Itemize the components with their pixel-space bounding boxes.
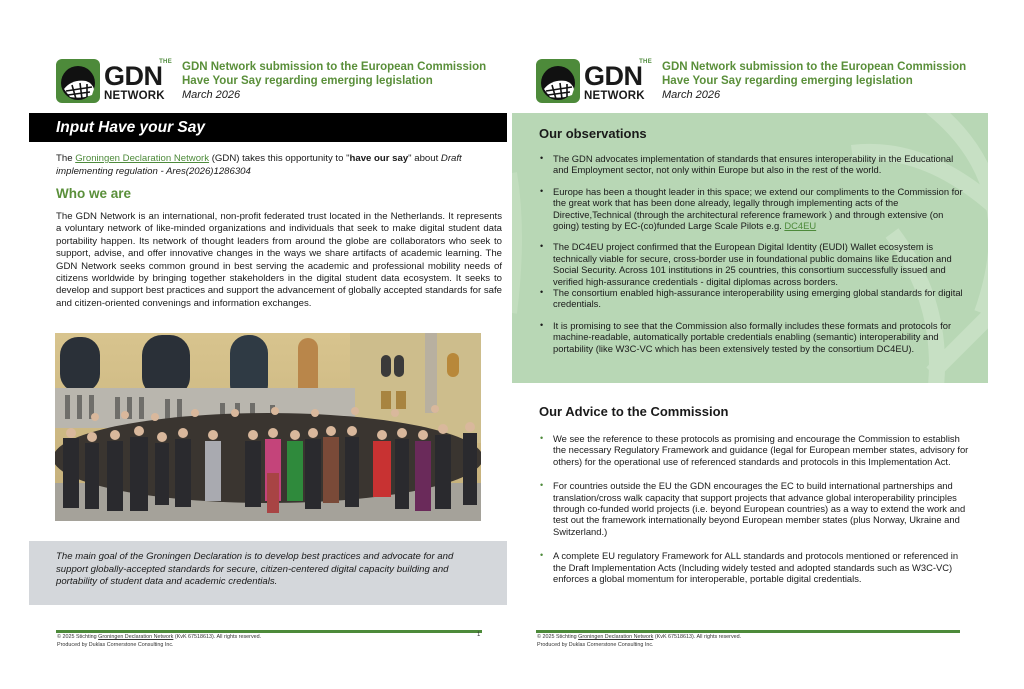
advice-list	[539, 433, 971, 584]
observation-item: • It is promising to see that the Commission also formally includes these formats and protocols for machine-readable, automatically portable credentials enabling (semantic) interoperability and portability (like W3C-VC which has been extensively tested by the consortium DC4EU).	[539, 320, 969, 354]
intro-middle: (GDN) takes this opportunity to "	[209, 153, 350, 164]
goal-callout	[29, 541, 507, 605]
page-header	[536, 57, 966, 105]
group-photo	[55, 333, 481, 521]
footer-gdn-link[interactable]: Groningen Declaration Network	[98, 634, 174, 640]
header-title: GDN Network submission to the European Commission	[662, 61, 967, 73]
gdn-logo	[56, 58, 176, 104]
who-we-are-heading: Who we are	[56, 186, 132, 201]
gdn-link[interactable]: Groningen Declaration Network	[75, 153, 210, 164]
intro-regulation-ref: Draft implementing regulation - Ares(2026)1286304	[56, 153, 462, 177]
advice-item: • For countries outside the EU the GDN encourages the EC to build international partnerships and translation/cross walk capacity that support projects that advance global interoperability principles through co-funded world projects (i.e. beyond European countries) as a way to extend the work and test out the framework internationally beyond European member states (plus Norway, Ukraine and Switzerland.)	[539, 480, 971, 537]
page-footer	[57, 633, 261, 649]
logo-gdn: GDN	[584, 61, 643, 91]
observation-item	[539, 186, 969, 232]
header-subtitle: Have Your Say regarding emerging legislation	[182, 75, 433, 87]
intro-emphasis: have our say	[349, 153, 409, 164]
page-number: 1	[477, 632, 481, 638]
intro-prefix: The	[56, 153, 76, 164]
page-2	[512, 0, 1024, 689]
gdn-logo	[536, 58, 656, 104]
observations-panel	[512, 113, 988, 383]
logo-network: NETWORK	[104, 90, 165, 102]
produced-by: Produced by Duklas Cornerstone Consulting Inc.	[57, 642, 174, 648]
logo-network: NETWORK	[584, 90, 645, 102]
copyright-prefix: © 2025 Stichting	[57, 634, 99, 640]
globe-icon	[56, 59, 100, 103]
header-title: GDN Network submission to the European Commission	[182, 61, 487, 73]
advice-heading: Our Advice to the Commission	[539, 404, 729, 419]
header-subtitle: Have Your Say regarding emerging legislation	[662, 75, 913, 87]
header-date: March 2026	[662, 89, 721, 101]
observations-list	[539, 153, 969, 354]
who-we-are-body: The GDN Network is an international, non-profit federated trust located in the Netherlands. It represents a voluntary network of like-minded organizations and individuals that seek to make digital student data portability happen. Its network of thought leaders from around the globe are collaborators who seek to support, advise, and offer innovative changes in the ways we share artifacts of academic learning. The GDN Network seeks common ground in best serving the academic and professional mobility needs of citizens worldwide by bringing together stakeholders in the digital student data ecosystem. It seeks to develop and support best practices and support the advancement of globally accepted standards for safe and citizen-oriented convenings and information exchanges.	[56, 211, 502, 309]
logo-the: THE	[159, 59, 172, 65]
banner-title: Input Have your Say	[56, 119, 206, 136]
logo-gdn: GDN	[104, 61, 163, 91]
copyright-suffix: (KvK 67518613). All rights reserved.	[173, 634, 262, 640]
globe-icon	[536, 59, 580, 103]
observation-item: • The consortium enabled high-assurance interoperability using emerging global standards for digital credentials.	[539, 287, 969, 310]
page-footer	[537, 633, 741, 649]
observations-heading: Our observations	[539, 126, 647, 141]
goal-text: The main goal of the Groningen Declaration is to develop best practices and advocate for and support globally-accepted standards for secure, citizen-centered digital capacity building and portability of student data and academic credentials.	[56, 551, 454, 587]
footer-gdn-link[interactable]: Groningen Declaration Network	[578, 634, 654, 640]
intro-paragraph	[56, 153, 500, 178]
copyright-prefix: © 2025 Stichting	[537, 634, 579, 640]
advice-item: • A complete EU regulatory Framework for ALL standards and protocols mentioned or referenced in the Draft Implementation Acts (Including widely tested and adopted standards such as W3C-VC) enforces a global momentum for interoperable, portable digital credentials.	[539, 550, 971, 584]
logo-the: THE	[639, 59, 652, 65]
observation-text: Europe has been a thought leader in this space; we extend our compliments to the Commission for the great work that has been done already, legally through implementing acts of the Directive,Technical (through the architectural reference framework ) and through extensive (on going) testing by EC-(co)funded Large Scale Pilots e.g.	[553, 185, 963, 232]
page-header	[56, 57, 486, 105]
advice-item: • We see the reference to these protocols as promising and encourage the Commission to establish the necessary Regulatory Framework and guidance (legal for European member states, advisory for others) for the operational use of referenced standards and protocols in this Implementation Act.	[539, 433, 971, 467]
copyright-suffix: (KvK 67518613). All rights reserved.	[653, 634, 742, 640]
header-date: March 2026	[182, 89, 241, 101]
observation-item: • The DC4EU project confirmed that the European Digital Identity (EUDI) Wallet ecosystem is technically viable for secure, cross-border use in foundational public domains like Education and Social Security. Across 101 institutions in 25 countries, this consortium successfully issued and verified high-assurance credentials - digital diplomas across borders.	[539, 241, 969, 287]
dc4eu-link[interactable]: DC4EU	[784, 220, 817, 232]
section-banner	[29, 113, 507, 142]
intro-after: " about	[408, 153, 441, 164]
observation-item: • The GDN advocates implementation of standards that ensures interoperability in the Educational and Employment sector, not only within Europe but also in the rest of the world.	[539, 153, 969, 176]
produced-by: Produced by Duklas Cornerstone Consulting Inc.	[537, 642, 654, 648]
